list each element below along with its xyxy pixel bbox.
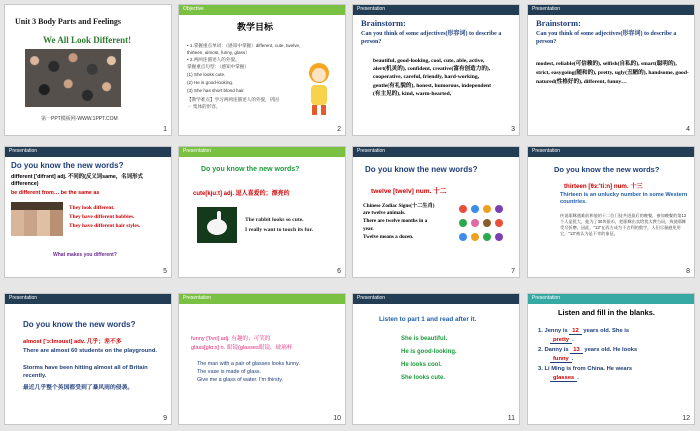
example-sentence: They have different hair styles. [69,223,141,229]
fill-item [538,366,632,372]
slide-number: 9 [163,415,167,422]
slide-thumbnail-11[interactable] [352,293,520,425]
word-definition: funny ['fʌni] adj. 有趣的；可笑的 [191,336,271,342]
adjective-list: beautiful, good-looking, cool, cute, able, active, alert(机灵的), confident, creative(富有创造力的), cooperative, careful, friendly, hard-working, gentle(有礼貌的), honest, humorous, independent (有主见的), kind, warm-hearted, [373,58,491,97]
slide-question: Can you think of some adjectives(形容词) to describe a person? [361,31,502,45]
slide-thumbnail-6[interactable] [178,146,346,278]
discussion-question: What makes you different? [53,252,117,258]
slide-heading: Do you know the new words? [11,161,124,170]
slide-heading: Do you know the new words? [23,320,136,329]
objective-line: • 2.两两连描述人的外貌。 [187,57,240,62]
fill-item [538,347,637,353]
objective-line: 掌握重点句型：（感知中掌握） [187,64,250,69]
slide-header-bar [5,294,171,304]
item-number: 3. [538,366,543,372]
slide-heading: 教学目标 [237,22,274,32]
blank-answer[interactable]: glasses [550,375,577,382]
slide-thumbnail-2[interactable] [178,4,346,136]
item-text: . [571,356,574,362]
body-text: There are twelve months in a [363,218,428,224]
slide-header-bar [353,294,519,304]
slide-subtitle: We All Look Different! [43,35,132,45]
bar-label: Presentation [532,6,561,12]
blank-answer[interactable]: 12 [569,328,581,335]
word-definition: twelve [twelv] num. 十二 [371,188,447,195]
example-sentence: They have different hobbies. [69,214,135,220]
word-definition: cute[kju:t] adj. 逗人喜爱的；漂亮的 [193,191,290,197]
slide-number: 8 [686,268,690,275]
slide-number: 7 [511,268,515,275]
slide-title: Unit 3 Body Parts and Feelings [15,17,122,26]
slide-question: Can you think of some adjectives(形容词) to describe a person? [536,31,677,45]
example-sentence: There are almost 60 students on the playground. [23,348,157,354]
slide-header-bar [5,147,171,157]
example-sentence: Give me a glass of water. I'm thirsty. [197,377,284,383]
slide-thumbnail-5[interactable] [4,146,172,278]
item-text: years old. He looks [584,347,638,353]
item-text: Li Ming is from China. He wears [544,366,633,372]
slide-header-bar [353,5,519,15]
fill-item-cont [550,337,574,343]
slide-heading: Listen and fill in the blanks. [558,308,655,317]
body-text: Chinese Zodiac Signs(十二生肖) [363,203,435,209]
word-definition: different ['difrənt] adj. 不同的(反义词same，名词形式difference) [11,174,143,187]
slide-heading: Do you know the new words? [365,165,478,174]
objective-line: (2) He is good-looking. [187,80,234,85]
item-text: Danny is [544,347,569,353]
slide-thumbnail-3[interactable] [352,4,520,136]
fill-item-cont [550,375,579,381]
item-text: years old. She is [583,328,630,334]
bar-label: Presentation [183,295,212,301]
example-translation: 最近几乎整个英国都受到了暴风雨的侵袭。 [23,385,134,391]
slide-heading: Do you know the new words? [554,165,660,174]
dialogue-line: He is good-looking. [401,349,457,355]
word-definition: glass[glɑ:s] n. 眼镜(glasses眼镜，玻璃杯 [191,345,293,351]
example-sentence: The vase is made of glass. [197,369,262,375]
bar-label: Presentation [357,148,386,154]
bar-label: Presentation [357,295,386,301]
objective-line: thirteen, almost, funny, glass） [187,50,250,55]
slide-header-bar [179,5,345,15]
blank-answer[interactable]: pretty [550,337,572,344]
rabbit-photo [197,207,237,243]
slide-number: 10 [333,415,341,422]
slide-number: 5 [163,268,167,275]
slide-thumbnail-10[interactable] [178,293,346,425]
item-number: 2. [538,347,543,353]
example-sentence: The rabbit looks so cute. [245,217,304,223]
slide-header-bar [179,294,345,304]
word-phrase: be different from… be the same as [11,190,100,196]
bar-label: Presentation [532,295,561,301]
zodiac-animals-icon [457,203,511,245]
bar-label: Presentation [357,6,386,12]
blank-answer[interactable]: 13 [570,347,582,354]
bar-label: Presentation [9,295,38,301]
item-text: Jenny is [544,328,568,334]
item-text: . [572,337,574,343]
slide-heading: Brainstorm: [361,18,406,28]
slide-footer: 第一PPT模板网-WWW.1PPT.COM [41,116,118,122]
slide-number: 4 [686,126,690,133]
slide-header-bar [179,147,345,157]
objective-line: 【教学难点】学习两两连描述人的外貌，巩固 [187,97,279,102]
fill-item-cont [550,356,573,362]
dialogue-line: She looks cute. [401,375,446,381]
girl-cartoon-icon [301,61,337,119]
slide-heading: Listen to part 1 and read after it. [379,316,477,323]
slide-thumbnail-9[interactable] [4,293,172,425]
objective-line: (1) She looks cute. [187,72,226,77]
body-text: Twelve means a dozen. [363,234,414,240]
example-sentence: They look different. [69,205,115,211]
slide-thumbnail-4[interactable] [527,4,695,136]
item-text: . [577,375,579,381]
example-sentence: I really want to touch its fur. [245,227,313,233]
slide-header-bar [528,294,694,304]
slide-thumbnail-8[interactable] [527,146,695,278]
slide-number: 2 [337,126,341,133]
bar-label: Objective [183,6,204,12]
slide-thumbnail-12[interactable] [527,293,695,425]
slide-header-bar [528,5,694,15]
item-number: 1. [538,328,543,334]
body-text: year. [363,226,374,232]
fill-item [538,328,629,334]
slide-header-bar [353,147,519,157]
slide-number: 6 [337,268,341,275]
objective-line: • 1.掌握重点单词：（感知中掌握）different, cute, twelve, [187,43,301,48]
slide-number: 1 [163,126,167,133]
slide-thumbnail-7[interactable] [352,146,520,278]
body-text: are twelve animals. [363,210,406,216]
bar-label: Presentation [532,148,561,154]
objective-line: 一 集体的形容。 [187,104,221,109]
crowd-photo [25,49,121,107]
word-definition: almost ['ɔ:lməust] adv. 几乎；差不多 [23,339,122,345]
slide-heading: Brainstorm: [536,18,581,28]
dialogue-line: She is beautiful. [401,336,448,342]
slide-number: 11 [507,415,515,422]
example-sentence: Storms have been hitting almost all of Britain recently. [23,365,148,379]
dialogue-line: He looks cool. [401,362,442,368]
blank-answer[interactable]: funny [550,356,572,363]
slide-number: 12 [682,415,690,422]
group-photo [11,202,63,236]
slide-header-bar [528,147,694,157]
word-definition: thirteen [θɜ:'ti:n] num. 十三 [564,183,643,190]
adjective-list: modest, reliable(可信赖的), selfish(自私的), smart(聪明的), strict, easygoing(随和的), pretty, ugly(丑陋的), handsome, good-natured(性格好的), different, funny… [536,61,689,85]
culture-note: 传说耶稣遇难前和他的十二位门徒共进最后的晚餐，参加晚餐的第13个人是犹大，他为了30块银币，把耶稣出卖给犹太教当局，致使耶稣受尽折磨。因此，"13"在西方成为不吉利的数字，人们尽量避免用它，"13"被认为是不幸的象征。 [560,213,687,236]
slide-thumbnail-1[interactable] [4,4,172,136]
example-sentence: The man with a pair of glasses looks funny. [197,361,300,367]
slide-heading: Do you know the new words? [201,166,300,173]
objective-line: (3) She has short blond hair. [187,88,245,93]
bar-label: Presentation [183,148,212,154]
bar-label: Presentation [9,148,38,154]
slide-number: 3 [511,126,515,133]
example-sentence: Thirteen is an unlucky number in some Western countries. [560,192,688,205]
